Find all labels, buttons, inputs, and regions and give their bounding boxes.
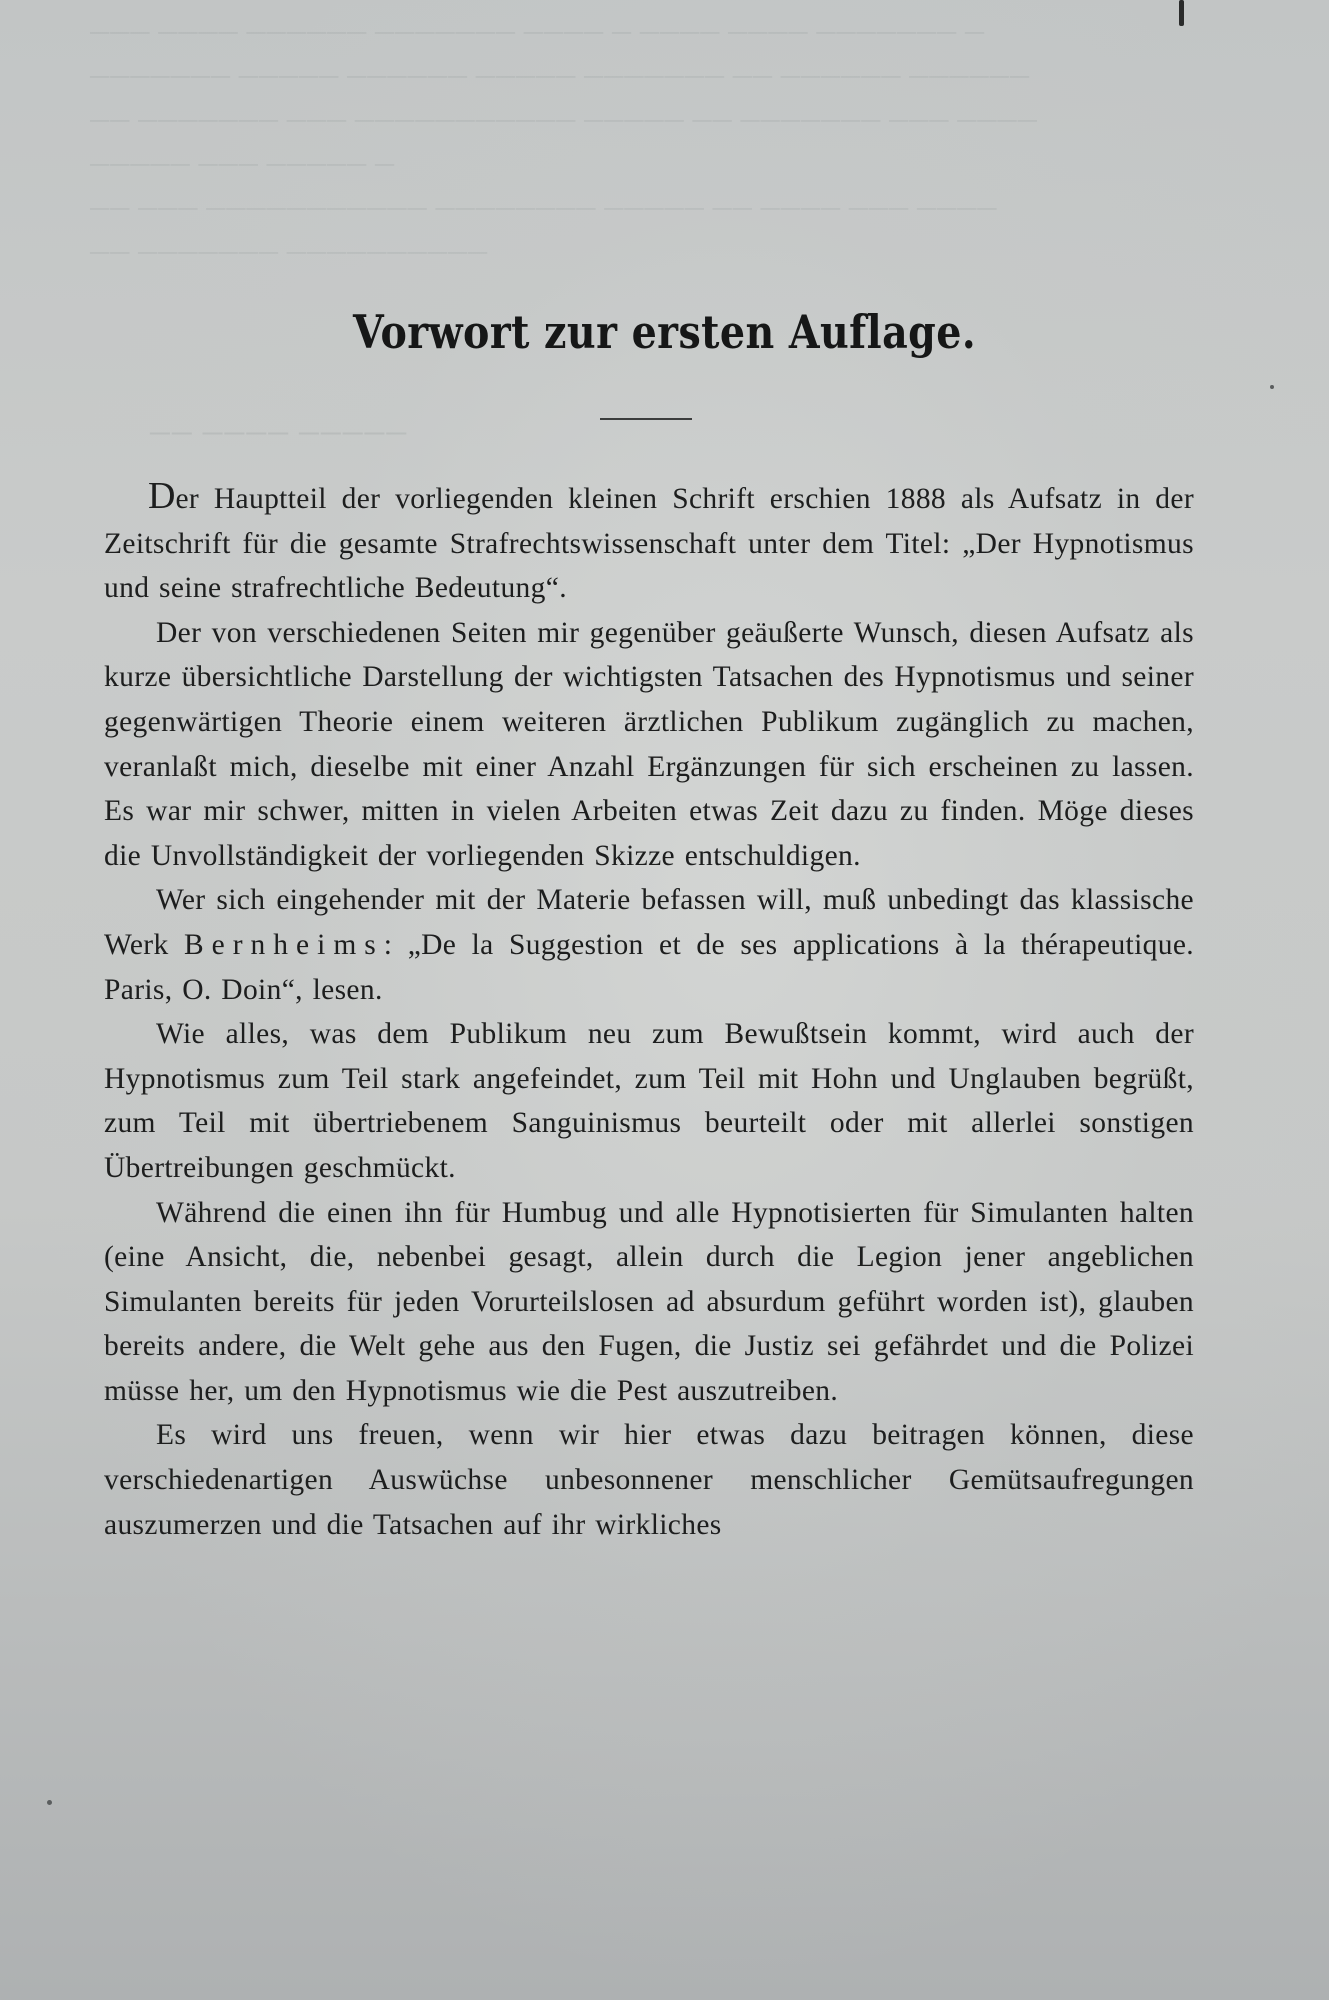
show-through-signature: ── ──── ───── [150, 418, 409, 449]
title-divider [600, 418, 692, 420]
paragraph-text: Es wird uns freuen, wenn wir hier etwas dazu beitragen können, diese verschiedenartigen Auswüchse unbesonnener menschlicher Gemütsaufregungen auszumerzen und die Tatsachen auf ihr wirkliches [104, 1419, 1194, 1541]
paragraph-text: Wie alles, was dem Publikum neu zum Bewußtsein kommt, wird auch der Hypnotismus zum Teil stark angefeindet, zum Teil mit Hohn und Unglauben begrüßt, zum Teil mit übertriebenem Sanguinismus beurteilt oder mit allerlei sonstigen Übertreibungen geschmückt. [104, 1018, 1194, 1184]
paragraph [104, 1191, 1194, 1414]
paragraph [104, 611, 1194, 879]
ink-mark [1179, 0, 1184, 26]
paragraph [104, 474, 1194, 611]
page-title: Vorwort zur ersten Auflage. [352, 305, 977, 359]
body-text [104, 474, 1194, 1547]
author-name: Bernheims [183, 928, 384, 961]
paragraph-text: : „De la Suggestion et de ses applications à la thérapeutique. Paris, O. Doin“, lesen. [104, 928, 1195, 1006]
paragraph [104, 1012, 1194, 1190]
paper-speck [1270, 385, 1274, 389]
paragraph-text: er Hauptteil der vorliegenden kleinen Schrift erschien 1888 als Aufsatz in der Zeitschrift für die gesamte Strafrechtswissenschaft unter dem Titel: „Der Hypnotismus und seine strafrechtliche Bedeutung“. [104, 483, 1194, 605]
show-through-text: ─── ──── ────── ─────── ──── ─ ──── ──── ─────── ─ ─────── ───── ────── ───── ─────── ── ────── ────── ── ─────── ─── ─────────── ───── ── ─────── ─── ──── ───── ─── ───── ─ ── ─── ─────────── ──────── ───── ── ──── ─── ──── ── ─────── ────────── [90, 17, 1038, 267]
paragraph-text: Der von verschiedenen Seiten mir gegenüber geäußerte Wunsch, diesen Aufsatz als kurze übersichtliche Darstellung der wichtigsten Tatsachen des Hypnotismus und seiner gegenwärtigen Theorie einem weiteren ärztlichen Publikum zugänglich zu machen, veranlaßt mich, dieselbe mit einer Anzahl Ergänzungen für sich erscheinen zu lassen. Es war mir schwer, mitten in vielen Arbeiten etwas Zeit dazu zu finden. Möge dieses die Unvollständigkeit der vorliegenden Skizze entschuldigen. [104, 616, 1194, 872]
paragraph [104, 878, 1194, 1012]
paper-speck [47, 1800, 52, 1805]
paragraph-text: Wer sich eingehender mit der Materie befassen will, muß unbedingt das klassische Werk [104, 884, 1194, 961]
drop-cap: D [148, 475, 176, 517]
paragraph-text: Während die einen ihn für Humbug und alle Hypnotisierten für Simulanten halten (eine Ansicht, die, nebenbei gesagt, allein durch die Legion jener angeblichen Simulanten bereits für jeden Vorurteilslosen ad absurdum geführt worden ist), glauben bereits andere, die Welt gehe aus den Fugen, die Justiz sei gefährdet und die Polizei müsse her, um den Hypnotismus wie die Pest auszutreiben. [104, 1196, 1194, 1407]
paragraph [104, 1413, 1194, 1547]
